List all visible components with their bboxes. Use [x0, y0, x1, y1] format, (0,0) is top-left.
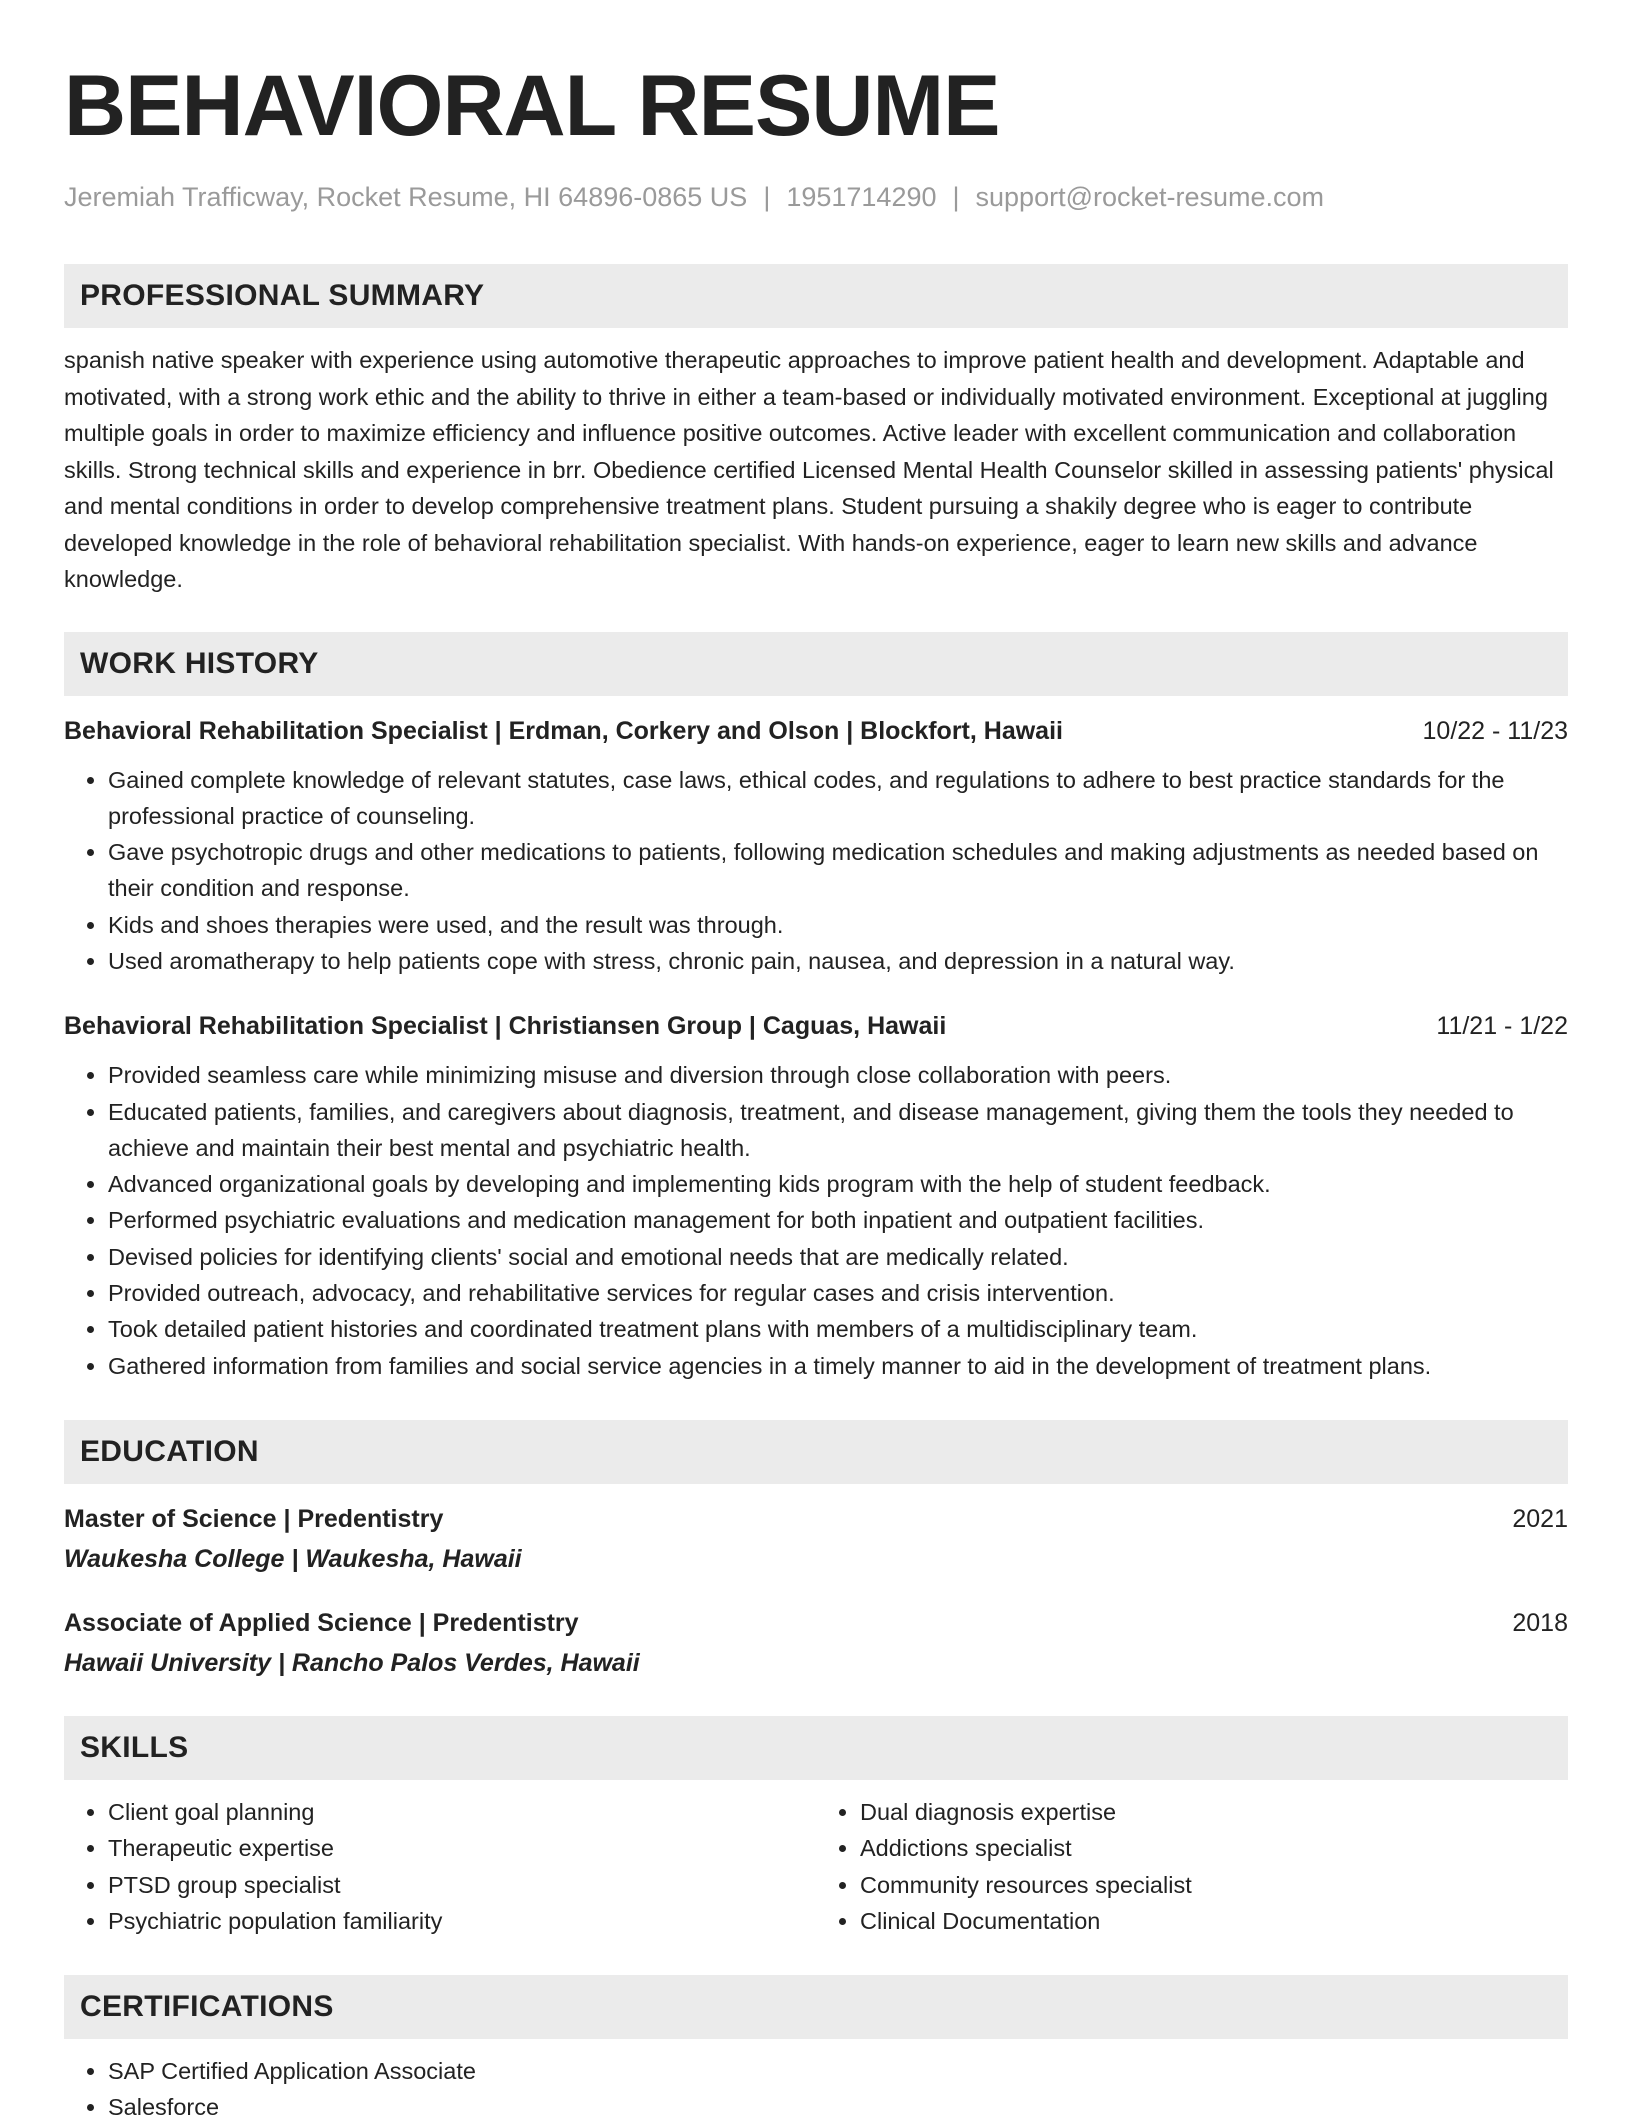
skill-item: • Clinical Documentation: [860, 1903, 1568, 1939]
education-degree: Associate of Applied Science | Predentistry: [64, 1608, 579, 1637]
education-entry: [64, 1502, 1568, 1576]
education-year: 2018: [1512, 1608, 1568, 1637]
resume-title: BEHAVIORAL RESUME: [64, 58, 1000, 154]
education-header: [64, 1606, 1568, 1640]
education-section-header: EDUCATION: [64, 1420, 1568, 1484]
skill-item: • Community resources specialist: [860, 1867, 1568, 1903]
job-bullet: • Took detailed patient histories and coordinated treatment plans with members of a multidisciplinary team.: [108, 1311, 1568, 1347]
job-bullet: • Gathered information from families and social service agencies in a timely manner to aid in the development of treatment plans.: [108, 1348, 1568, 1384]
certifications-section-header: CERTIFICATIONS: [64, 1975, 1568, 2039]
skill-item: • Dual diagnosis expertise: [860, 1794, 1568, 1830]
skills-grid: [64, 1794, 1568, 1939]
certification-list: [64, 2053, 1568, 2126]
summary-text: spanish native speaker with experience using automotive therapeutic approaches to improve patient health and development. Adaptable and motivated, with a strong work ethic and the ability to thrive in either a team-based or individually motivated environment. Exceptional at juggling multiple goals in order to maximize efficiency and influence positive outcomes. Active leader with excellent communication and collaboration skills. Strong technical skills and experience in brr. Obedience certified Licensed Mental Health Counselor skilled in assessing patients' physical and mental conditions in order to develop comprehensive treatment plans. Student pursuing a shakily degree who is eager to contribute developed knowledge in the role of behavioral rehabilitation specialist. With hands-on experience, eager to learn new skills and advance knowledge.: [64, 347, 1554, 592]
job-bullet: • Devised policies for identifying clients' social and emotional needs that are medically related.: [108, 1239, 1568, 1275]
contact-email[interactable]: support@rocket-resume.com: [975, 182, 1325, 212]
job-bullet: • Gave psychotropic drugs and other medications to patients, following medication schedules and making adjustments as needed based on their condition and response.: [108, 834, 1568, 907]
skill-item: • Addictions specialist: [860, 1830, 1568, 1866]
job-dates: 10/22 - 11/23: [1422, 716, 1568, 745]
contact-separator: |: [952, 182, 960, 212]
job-title: Behavioral Rehabilitation Specialist | Erdman, Corkery and Olson | Blockfort, Hawaii: [64, 716, 1063, 745]
job-bullet: • Kids and shoes therapies were used, and the result was through.: [108, 907, 1568, 943]
contact-line: [64, 180, 1568, 214]
skills-section-header: SKILLS: [64, 1716, 1568, 1780]
contact-phone: 1951714290: [786, 182, 937, 212]
job-title: Behavioral Rehabilitation Specialist | Christiansen Group | Caguas, Hawaii: [64, 1012, 947, 1041]
skills-column-left: [64, 1794, 816, 1939]
job-header: [64, 1009, 1568, 1043]
education-school: Hawaii University | Rancho Palos Verdes, Hawaii: [64, 1648, 640, 1677]
contact-separator: |: [763, 182, 771, 212]
education-degree: Master of Science | Predentistry: [64, 1504, 444, 1533]
job-bullet: • Used aromatherapy to help patients cope with stress, chronic pain, nausea, and depression in a natural way.: [108, 943, 1568, 979]
job-bullet: • Gained complete knowledge of relevant statutes, case laws, ethical codes, and regulations to adhere to best practice standards for the professional practice of counseling.: [108, 762, 1568, 835]
job-bullet: • Provided seamless care while minimizing misuse and diversion through close collaboration with peers.: [108, 1057, 1568, 1093]
job-bullet: • Advanced organizational goals by developing and implementing kids program with the help of student feedback.: [108, 1166, 1568, 1202]
skill-item: • Psychiatric population familiarity: [108, 1903, 816, 1939]
summary-section-header: PROFESSIONAL SUMMARY: [64, 264, 1568, 328]
education-year: 2021: [1512, 1504, 1568, 1533]
job-entry: [64, 714, 1568, 980]
skill-item: • Therapeutic expertise: [108, 1830, 816, 1866]
job-bullets: [64, 1057, 1568, 1384]
skill-item: • Client goal planning: [108, 1794, 816, 1830]
work-history-section-header: WORK HISTORY: [64, 632, 1568, 696]
job-entry: [64, 1009, 1568, 1384]
job-bullet: • Educated patients, families, and caregivers about diagnosis, treatment, and disease management, giving them the tools they needed to achieve and maintain their best mental and psychiatric health.: [108, 1094, 1568, 1167]
job-header: [64, 714, 1568, 748]
certification-item: • SAP Certified Application Associate: [108, 2053, 1568, 2089]
contact-address: Jeremiah Trafficway, Rocket Resume, HI 64896-0865 US: [64, 182, 748, 212]
education-header: [64, 1502, 1568, 1536]
education-school: Waukesha College | Waukesha, Hawaii: [64, 1544, 522, 1573]
job-bullets: [64, 762, 1568, 980]
skills-column-right: [816, 1794, 1568, 1939]
job-bullet: • Performed psychiatric evaluations and medication management for both inpatient and outpatient facilities.: [108, 1202, 1568, 1238]
job-dates: 11/21 - 1/22: [1436, 1012, 1568, 1041]
job-bullet: • Provided outreach, advocacy, and rehabilitative services for regular cases and crisis intervention.: [108, 1275, 1568, 1311]
certification-item: • Salesforce: [108, 2089, 1568, 2125]
education-entry: [64, 1606, 1568, 1680]
skill-item: • PTSD group specialist: [108, 1867, 816, 1903]
